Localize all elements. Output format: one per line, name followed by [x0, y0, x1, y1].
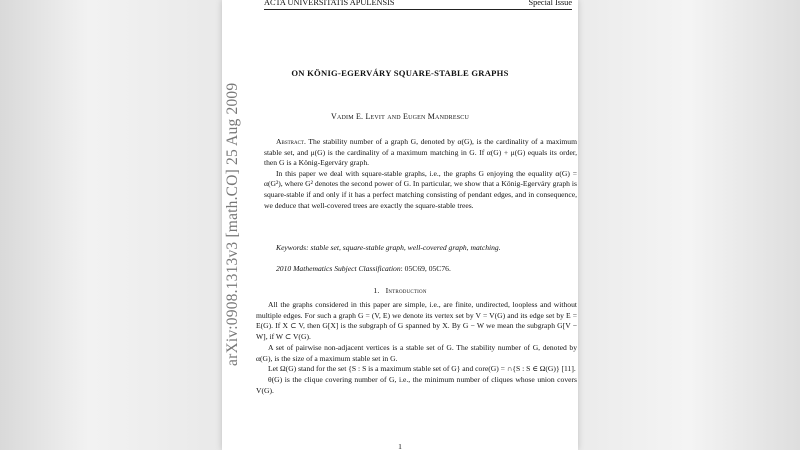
body-text [256, 300, 577, 396]
section-number: 1. [373, 286, 380, 295]
running-head [264, 0, 572, 10]
paper-title: ON KÖNIG-EGERVÁRY SQUARE-STABLE GRAPHS [291, 68, 509, 78]
abstract [264, 137, 577, 211]
page-number: 1 [398, 442, 402, 450]
section-heading [222, 286, 578, 295]
left-margin-background [0, 0, 222, 450]
issue-label: Special Issue [528, 0, 572, 7]
body-paragraph-2: A set of pairwise non-adjacent vertices is a stable set of G. The stability number of G, denoted by α(G), is the size of a maximum stable set in G. [256, 342, 577, 363]
paper-page [222, 0, 578, 450]
arxiv-stamp: arXiv:0908.1313v3 [math.CO] 25 Aug 2009 [224, 82, 241, 366]
abstract-label: Abstract. [276, 137, 306, 146]
msc-label: 2010 Mathematics Subject Classification [276, 264, 401, 273]
paper-authors: Vadim E. Levit and Eugen Mandrescu [330, 112, 469, 121]
keywords: Keywords: stable set, square-stable graph, well-covered graph, matching. [276, 243, 501, 252]
abstract-text-1: The stability number of a graph G, denoted by α(G), is the cardinality of a maximum stable set, and μ(G) is the cardinality of a maximum matching in G. If α(G) + μ(G) equals its order, then G is a König-Egerváry graph. [264, 137, 578, 168]
abstract-paragraph-1 [264, 137, 577, 169]
msc-classification [276, 264, 451, 273]
journal-name: ACTA UNIVERSITATIS APULENSIS [264, 0, 395, 7]
body-paragraph-1: All the graphs considered in this paper are simple, i.e., are finite, undirected, loopless and without multiple edges. For such a graph G = (V, E) we denote its vertex set by V = V(G) and its edge set by E = E(G). If X ⊂ V, then G[X] is the subgraph of G spanned by X. By G − W we mean the subgraph G[V − W], if W ⊂ V(G). [256, 300, 577, 342]
msc-codes: : 05C69, 05C76. [400, 264, 451, 273]
section-title: Introduction [385, 286, 427, 295]
abstract-paragraph-2: In this paper we deal with square-stable graphs, i.e., the graphs G enjoying the equality α(G) = α(G²), where G² denotes the second power of G. In particular, we show that a König-Egerváry graph is square-stable if and only if it has a perfect matching consisting of pendant edges, and in consequence, we deduce that well-covered trees are exactly the square-stable trees. [264, 168, 577, 210]
right-margin-background [578, 0, 800, 450]
body-paragraph-4: θ(G) is the clique covering number of G, i.e., the minimum number of cliques whose union covers V(G). [256, 374, 577, 395]
body-paragraph-3: Let Ω(G) stand for the set {S : S is a maximum stable set of G} and core(G) = ∩{S : S ∈ Ω(G)} [11]. [268, 364, 576, 374]
